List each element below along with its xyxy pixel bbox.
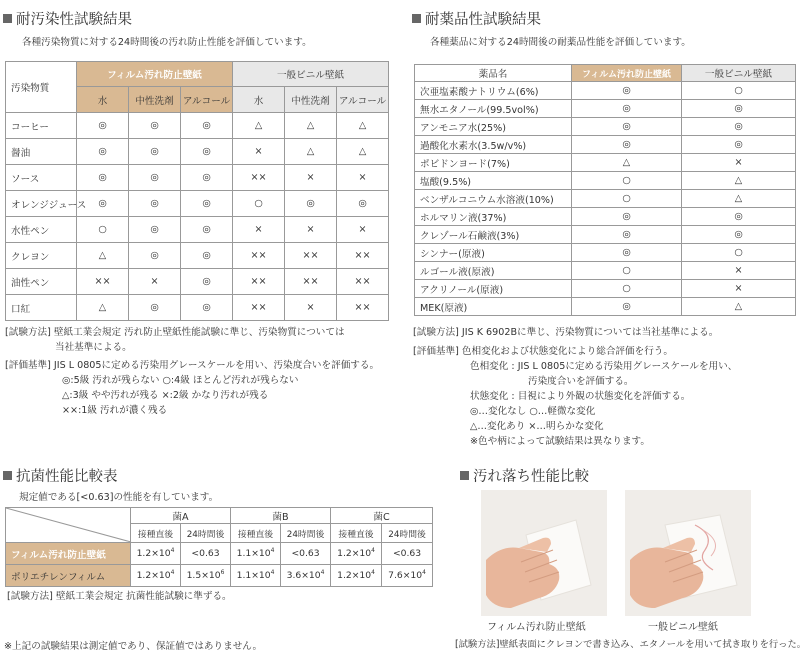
rating-cell: △ (337, 113, 389, 139)
table-row (415, 208, 796, 226)
count-exponent: 4 (170, 569, 175, 576)
rating-cell: ◎ (181, 165, 233, 191)
timing-header: 接種直後 (131, 524, 181, 543)
note-line: △:3級 やや汚れが残る ×:2級 かなり汚れが残る (62, 390, 269, 401)
note-line: [評価基準] JIS L 0805に定める汚染用グレースケールを用い、汚染度合いを評価する。 (5, 360, 380, 371)
vinyl-rating-cell: ◎ (682, 208, 796, 226)
count-base: 1.5×10 (186, 570, 221, 581)
vinyl-wallpaper-caption: 一般ビニル壁紙 (648, 622, 718, 633)
chemical-name: 次亜塩素酸ナトリウム(6%) (415, 82, 572, 100)
rating-cell: ◎ (129, 139, 181, 165)
count-exponent: 4 (270, 569, 275, 576)
count-base: 1.2×10 (337, 570, 372, 581)
vinyl-rating-cell: ◎ (682, 226, 796, 244)
chemical-subtitle: 各種薬品に対する24時間後の耐薬品性能を評価しています。 (430, 37, 691, 48)
note-line: 当社基準による。 (55, 342, 132, 353)
chemical-name: ポビドンヨード(7%) (415, 154, 572, 172)
rating-cell: ◎ (129, 217, 181, 243)
rating-cell: ◎ (337, 191, 389, 217)
rating-cell: ×× (233, 295, 285, 321)
substance-name: ソース (6, 165, 77, 191)
rating-cell: ◎ (181, 243, 233, 269)
chemical-name: アンモニア水(25%) (415, 118, 572, 136)
film-rating-cell: ○ (572, 172, 682, 190)
count-base: <0.63 (291, 548, 320, 559)
bacteria-header: 菌C (331, 508, 433, 524)
vinyl-wallpaper-photo (625, 490, 751, 616)
bacteria-header: 菌B (231, 508, 331, 524)
wiping-hand-illustration (481, 490, 607, 616)
count-base: 1.1×10 (236, 548, 271, 559)
bacteria-count-cell (281, 565, 331, 587)
count-exponent: 4 (422, 569, 426, 576)
substance-name: 口紅 (6, 295, 77, 321)
count-base: 1.2×10 (136, 548, 171, 559)
film-rating-cell: ◎ (572, 82, 682, 100)
bacteria-count-cell (231, 543, 281, 565)
vinyl-rating-cell: △ (682, 298, 796, 316)
note-line: [評価基準] 色相変化および状態変化により総合評価を行う。 (413, 346, 673, 357)
rating-cell: ◎ (129, 243, 181, 269)
table-row (6, 191, 389, 217)
footer-note: ※上記の試験結果は測定値であり、保証値ではありません。 (4, 641, 263, 652)
compare-section-title: 汚れ落ち性能比較 (460, 465, 589, 486)
rating-cell: ×× (77, 269, 129, 295)
stain-section-title: 耐汚染性試験結果 (3, 8, 132, 29)
note-line: [試験方法] JIS K 6902Bに準じ、汚染物質については当社基準による。 (413, 327, 719, 338)
timing-header: 接種直後 (231, 524, 281, 543)
film-rating-cell: ○ (572, 280, 682, 298)
rating-cell: △ (77, 243, 129, 269)
rating-cell: ◎ (77, 139, 129, 165)
rating-cell: × (285, 217, 337, 243)
timing-header: 24時間後 (181, 524, 231, 543)
film-rating-cell: ◎ (572, 208, 682, 226)
rating-cell: ◎ (181, 113, 233, 139)
table-row (6, 217, 389, 243)
table-row (6, 543, 433, 565)
rating-cell: × (233, 217, 285, 243)
header-substance: 汚染物質 (6, 62, 77, 113)
table-row (415, 280, 796, 298)
rating-cell: ◎ (129, 113, 181, 139)
table-row (415, 172, 796, 190)
chemical-name: 過酸化水素水(3.5w/v%) (415, 136, 572, 154)
vinyl-rating-cell: × (682, 280, 796, 298)
subheader-cell: 中性洗剤 (129, 87, 181, 113)
chemical-name: 無水エタノール(99.5vol%) (415, 100, 572, 118)
bacteria-count-cell (231, 565, 281, 587)
rating-cell: ×× (233, 269, 285, 295)
timing-header: 24時間後 (382, 524, 433, 543)
material-name: フィルム汚れ防止壁紙 (6, 543, 131, 565)
vinyl-rating-cell: ○ (682, 82, 796, 100)
table-row (415, 136, 796, 154)
table-row (6, 565, 433, 587)
chemical-name: ホルマリン液(37%) (415, 208, 572, 226)
count-exponent: 4 (371, 569, 375, 576)
vinyl-rating-cell: × (682, 154, 796, 172)
header-chemical-name: 薬品名 (415, 65, 572, 82)
rating-cell: ×× (337, 269, 389, 295)
diagonal-header-cell (6, 508, 131, 543)
square-bullet-icon (3, 471, 12, 480)
note-line: ◎:5級 汚れが残らない ○:4級 ほとんど汚れが残らない (62, 375, 299, 386)
header-vinyl-wallpaper: 一般ビニル壁紙 (233, 62, 389, 87)
table-row (415, 262, 796, 280)
rating-cell: ◎ (181, 269, 233, 295)
count-base: 3.6×10 (286, 570, 321, 581)
table-row (415, 118, 796, 136)
rating-cell: ◎ (285, 191, 337, 217)
rating-cell: ◎ (181, 191, 233, 217)
antibac-method-note: [試験方法] 壁紙工業会規定 抗菌性能試験に準ずる。 (7, 591, 232, 602)
table-row (415, 190, 796, 208)
header-film-wallpaper: フィルム汚れ防止壁紙 (572, 65, 682, 82)
note-line: ××:1級 汚れが濃く残る (62, 405, 168, 416)
bacteria-header: 菌A (131, 508, 231, 524)
film-rating-cell: ◎ (572, 100, 682, 118)
header-vinyl-wallpaper: 一般ビニル壁紙 (682, 65, 796, 82)
count-exponent: 4 (371, 547, 375, 554)
count-base: 1.1×10 (236, 570, 271, 581)
count-base: <0.63 (392, 548, 422, 559)
table-row (415, 82, 796, 100)
note-line: 汚染度合いを評価する。 (528, 376, 634, 387)
substance-name: コーヒー (6, 113, 77, 139)
count-exponent: 4 (170, 547, 175, 554)
timing-header: 接種直後 (331, 524, 382, 543)
bacteria-count-cell (331, 543, 382, 565)
vinyl-rating-cell: ◎ (682, 136, 796, 154)
stain-test-table (5, 61, 389, 321)
material-name: ポリエチレンフィルム (6, 565, 131, 587)
chemical-name: 塩酸(9.5%) (415, 172, 572, 190)
substance-name: 水性ペン (6, 217, 77, 243)
note-line: [試験方法] 壁紙工業会規定 汚れ防止壁紙性能試験に準じ、汚染物質については (5, 327, 345, 338)
rating-cell: ×× (337, 295, 389, 321)
film-wallpaper-photo (481, 490, 607, 616)
vinyl-rating-cell: ◎ (682, 100, 796, 118)
chemical-name: シンナー(原液) (415, 244, 572, 262)
stain-subtitle: 各種汚染物質に対する24時間後の汚れ防止性能を評価しています。 (22, 37, 312, 48)
note-line: 色相変化 : JIS L 0805に定める汚染用グレースケールを用い、 (470, 361, 738, 372)
chemical-test-table (414, 64, 796, 316)
vinyl-rating-cell: △ (682, 190, 796, 208)
substance-name: オレンジジュース (6, 191, 77, 217)
chemical-name: ベンザルコニウム水溶液(10%) (415, 190, 572, 208)
film-wallpaper-caption: フィルム汚れ防止壁紙 (487, 622, 586, 633)
subheader-cell: アルコール (181, 87, 233, 113)
table-row (6, 269, 389, 295)
film-rating-cell: ○ (572, 262, 682, 280)
header-film-wallpaper: フィルム汚れ防止壁紙 (77, 62, 233, 87)
bacteria-count-cell (331, 565, 382, 587)
note-line: △…変化あり ×…明らかな変化 (470, 421, 604, 432)
note-line: ※色や柄によって試験結果は異なります。 (470, 436, 650, 447)
film-rating-cell: ◎ (572, 244, 682, 262)
table-row (6, 139, 389, 165)
count-base: <0.63 (191, 548, 220, 559)
table-row (415, 100, 796, 118)
table-row (6, 295, 389, 321)
table-row (415, 298, 796, 316)
note-line: ◎…変化なし ○…軽微な変化 (470, 406, 596, 417)
antibac-table (5, 507, 433, 587)
count-exponent: 4 (270, 547, 275, 554)
chemical-name: アクリノール(原液) (415, 280, 572, 298)
subheader-cell: 水 (233, 87, 285, 113)
count-base: 1.2×10 (136, 570, 171, 581)
rating-cell: × (337, 165, 389, 191)
rating-cell: ○ (77, 217, 129, 243)
chemical-section-title: 耐薬品性試験結果 (412, 8, 541, 29)
film-rating-cell: ○ (572, 190, 682, 208)
film-rating-cell: ◎ (572, 226, 682, 244)
chemical-name: MEK(原液) (415, 298, 572, 316)
film-rating-cell: △ (572, 154, 682, 172)
rating-cell: ×× (337, 243, 389, 269)
count-base: 1.2×10 (337, 548, 372, 559)
film-rating-cell: ◎ (572, 118, 682, 136)
film-rating-cell: ◎ (572, 136, 682, 154)
bacteria-count-cell (181, 543, 231, 565)
bacteria-count-cell (382, 543, 433, 565)
table-row (6, 113, 389, 139)
table-row (415, 244, 796, 262)
rating-cell: ◎ (181, 139, 233, 165)
substance-name: 油性ペン (6, 269, 77, 295)
wiping-hand-illustration (625, 490, 751, 616)
rating-cell: ×× (285, 269, 337, 295)
subheader-cell: 水 (77, 87, 129, 113)
rating-cell: × (285, 165, 337, 191)
table-row (415, 226, 796, 244)
rating-cell: ◎ (77, 113, 129, 139)
bacteria-count-cell (181, 565, 231, 587)
rating-cell: ×× (233, 165, 285, 191)
square-bullet-icon (3, 14, 12, 23)
rating-cell: ◎ (129, 165, 181, 191)
rating-cell: × (233, 139, 285, 165)
rating-cell: △ (233, 113, 285, 139)
table-row (415, 154, 796, 172)
bacteria-count-cell (131, 543, 181, 565)
count-base: 7.6×10 (388, 570, 423, 581)
substance-name: クレヨン (6, 243, 77, 269)
rating-cell: ×× (285, 243, 337, 269)
chemical-name: クレゾール石鹸液(3%) (415, 226, 572, 244)
rating-cell: ○ (233, 191, 285, 217)
rating-cell: △ (77, 295, 129, 321)
chemical-name: ルゴール液(原液) (415, 262, 572, 280)
vinyl-rating-cell: ◎ (682, 118, 796, 136)
rating-cell: ◎ (129, 191, 181, 217)
diagonal-line (6, 508, 131, 542)
substance-name: 醤油 (6, 139, 77, 165)
square-bullet-icon (412, 14, 421, 23)
vinyl-rating-cell: × (682, 262, 796, 280)
rating-cell: ◎ (77, 191, 129, 217)
note-line: 状態変化 : 目視により外観の状態変化を評価する。 (470, 391, 691, 402)
count-exponent: 4 (320, 569, 325, 576)
rating-cell: ◎ (129, 295, 181, 321)
square-bullet-icon (460, 471, 469, 480)
antibac-section-title: 抗菌性能比較表 (3, 465, 118, 486)
rating-cell: × (337, 217, 389, 243)
rating-cell: ◎ (181, 295, 233, 321)
vinyl-rating-cell: △ (682, 172, 796, 190)
table-row (6, 243, 389, 269)
rating-cell: △ (285, 139, 337, 165)
table-row (6, 165, 389, 191)
timing-header: 24時間後 (281, 524, 331, 543)
rating-cell: △ (285, 113, 337, 139)
rating-cell: ×× (233, 243, 285, 269)
rating-cell: × (129, 269, 181, 295)
rating-cell: △ (337, 139, 389, 165)
rating-cell: ◎ (181, 217, 233, 243)
bacteria-count-cell (382, 565, 433, 587)
compare-method-note: [試験方法]壁紙表面にクレヨンで書き込み、エタノールを用いて拭き取りを行った。 (455, 639, 806, 650)
bacteria-count-cell (281, 543, 331, 565)
count-exponent: 6 (220, 569, 225, 576)
film-rating-cell: ◎ (572, 298, 682, 316)
rating-cell: × (285, 295, 337, 321)
vinyl-rating-cell: ○ (682, 244, 796, 262)
subheader-cell: アルコール (337, 87, 389, 113)
subheader-cell: 中性洗剤 (285, 87, 337, 113)
rating-cell: ◎ (77, 165, 129, 191)
antibac-subtitle: 規定値である[<0.63]の性能を有しています。 (19, 492, 219, 503)
bacteria-count-cell (131, 565, 181, 587)
